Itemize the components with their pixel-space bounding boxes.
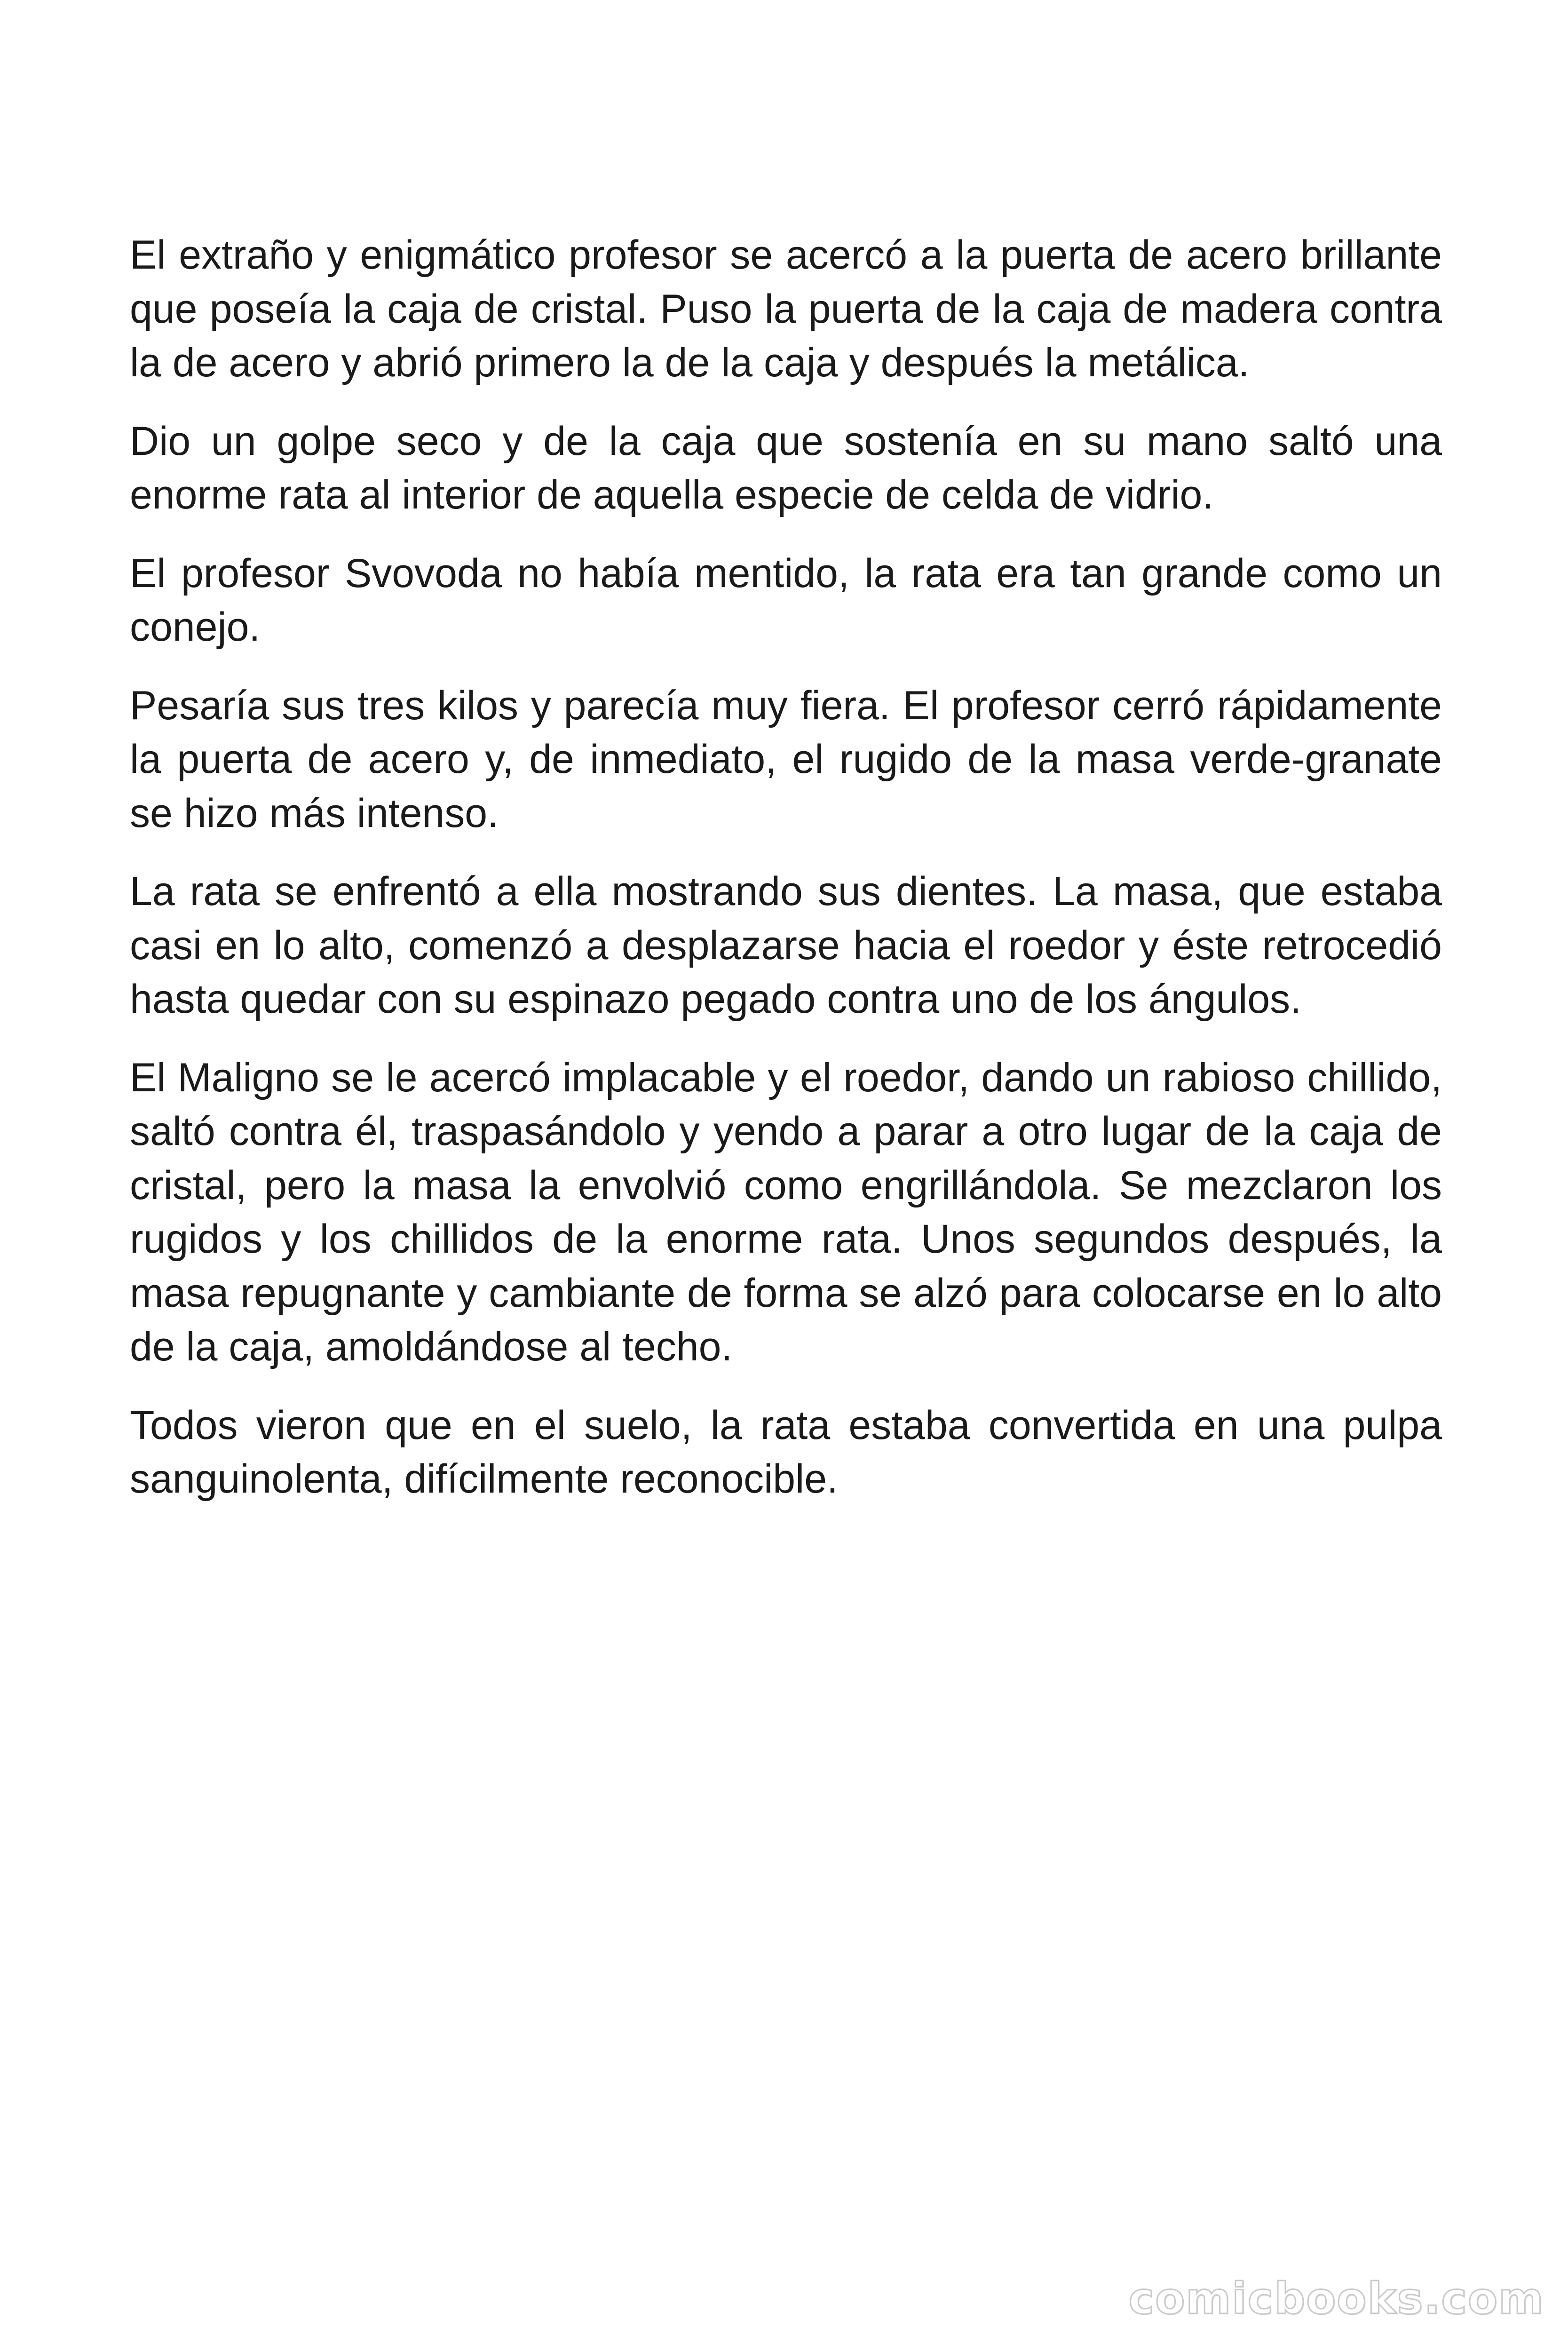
paragraph: La rata se enfrentó a ella mostrando sus dientes. La masa, que estaba casi en lo alto, comenzó a desplazarse hacia el roedor y éste retrocedió hasta quedar con su espinazo pegado contra uno de los ángulos. [130,869,1442,1022]
paragraph: El Maligno se le acercó implacable y el roedor, dando un rabioso chillido, saltó contra él, traspasándolo y yendo a parar a otro lugar de la caja de cristal, pero la masa la envolvió como engrillándola. Se mezclaron los rugidos y los chillidos de la enorme rata. Unos segundos después, la masa repugnante y cambiante de forma se alzó para colocarse en lo alto de la caja, amoldándose al techo. [130,1055,1442,1369]
paragraph: El profesor Svovoda no había mentido, la rata era tan grande como un conejo. [130,550,1442,650]
paragraph: El extraño y enigmático profesor se acercó a la puerta de acero brillante que poseía la caja de cristal. Puso la puerta de la caja de madera contra la de acero y abrió primero la de la caja y después la metálica. [130,232,1442,385]
paragraph: Pesaría sus tres kilos y parecía muy fiera. El profesor cerró rápidamente la puerta de acero y, de inmediato, el rugido de la masa verde-granate se hizo más intenso. [130,683,1442,836]
paragraph: Todos vieron que en el suelo, la rata estaba convertida en una pulpa sanguinolenta, difícilmente reconocible. [130,1402,1442,1502]
body-text [130,228,1442,1531]
paragraph: Dio un golpe seco y de la caja que sostenía en su mano saltó una enorme rata al interior de aquella especie de celda de vidrio. [130,418,1442,517]
watermark: comicbooks.com [1128,2273,1544,2324]
